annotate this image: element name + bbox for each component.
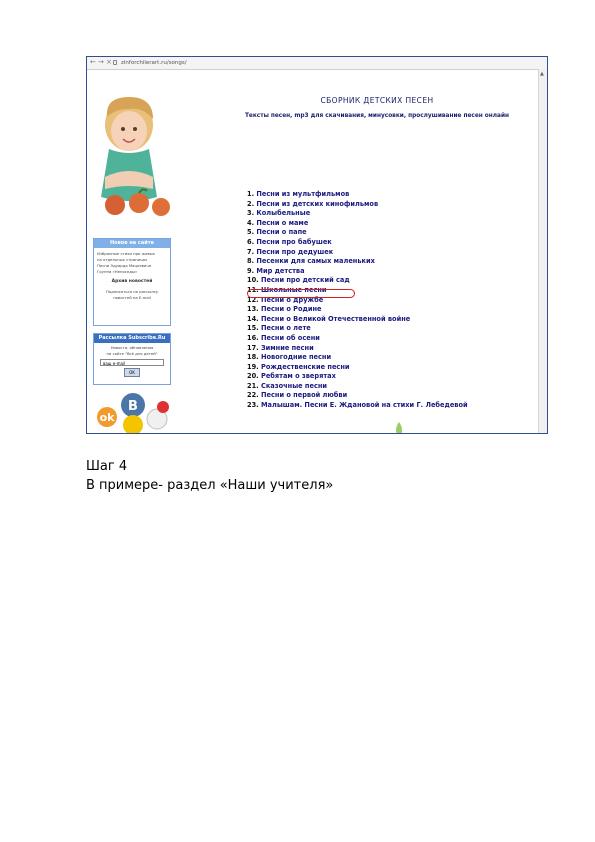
song-number: 17. bbox=[247, 343, 259, 352]
song-category-link[interactable]: Песни про дедушек bbox=[256, 247, 334, 256]
song-category-link[interactable]: Рождественские песни bbox=[260, 362, 350, 371]
song-number: 12. bbox=[247, 295, 259, 304]
song-number: 5. bbox=[247, 228, 255, 237]
song-category-item[interactable] bbox=[247, 248, 468, 258]
news-item[interactable]: Группа «Непоседы» bbox=[97, 269, 138, 274]
song-category-item[interactable] bbox=[247, 228, 468, 238]
song-category-link[interactable]: Песни о маме bbox=[256, 218, 309, 227]
subscribe-text[interactable]: Подписаться на рассылку bbox=[105, 289, 159, 294]
song-category-link[interactable]: Малышам. Песни Е. Ждановой на стихи Г. Лебедевой bbox=[260, 401, 468, 410]
newsletter-box bbox=[93, 333, 171, 385]
song-category-item[interactable] bbox=[247, 276, 468, 286]
newsletter-header: Рассылка Subscribe.Ru bbox=[94, 334, 170, 343]
svg-text:B: B bbox=[128, 399, 138, 414]
song-number: 16. bbox=[247, 333, 259, 342]
song-category-link[interactable]: Песни о лете bbox=[260, 324, 311, 333]
song-number: 2. bbox=[247, 199, 255, 208]
subscribe-text[interactable]: новостей на E-mail bbox=[113, 295, 151, 300]
song-category-item[interactable] bbox=[247, 334, 468, 344]
song-number: 15. bbox=[247, 324, 259, 333]
song-category-link[interactable]: Сказочные песни bbox=[260, 381, 328, 390]
social-buttons-image bbox=[93, 391, 171, 434]
song-categories-list bbox=[247, 190, 468, 411]
song-number: 14. bbox=[247, 314, 259, 323]
song-category-link[interactable]: Зимние песни bbox=[260, 343, 314, 352]
song-category-link[interactable]: Песенки для самых маленьких bbox=[256, 257, 375, 266]
email-field[interactable]: ваш e-mail bbox=[100, 359, 164, 366]
page-title: СБОРНИК ДЕТСКИХ ПЕСЕН bbox=[320, 96, 434, 105]
close-icon[interactable]: × bbox=[106, 58, 112, 66]
news-item[interactable]: на отдельных страницах bbox=[97, 257, 148, 262]
song-number: 23. bbox=[247, 401, 259, 410]
song-category-link[interactable]: Песни из детских кинофильмов bbox=[256, 199, 379, 208]
step-heading: Шаг 4 bbox=[86, 459, 128, 474]
song-category-item[interactable] bbox=[247, 267, 468, 277]
site-news-header: Новое на сайте bbox=[94, 239, 170, 248]
leaf-decoration-icon bbox=[393, 422, 405, 434]
song-category-link[interactable]: Песни про бабушек bbox=[256, 237, 332, 246]
song-number: 20. bbox=[247, 372, 259, 381]
song-number: 21. bbox=[247, 381, 259, 390]
girl-with-peaches-image bbox=[95, 87, 175, 247]
song-category-item[interactable] bbox=[247, 238, 468, 248]
url-field[interactable]: zinforchilerart.ru/songs/ bbox=[121, 60, 187, 66]
page-subtitle: Тексты песен, mp3 для скачивания, минусовки, прослушивание песен онлайн bbox=[244, 113, 510, 119]
song-category-item[interactable] bbox=[247, 363, 468, 373]
song-number: 7. bbox=[247, 247, 255, 256]
news-archive-link[interactable]: Архив новостей bbox=[111, 279, 153, 284]
song-number: 1. bbox=[247, 190, 255, 198]
song-category-item[interactable] bbox=[247, 219, 468, 229]
song-category-link[interactable]: Школьные песни bbox=[260, 285, 327, 294]
song-category-link[interactable]: Колыбельные bbox=[256, 209, 311, 218]
song-number: 9. bbox=[247, 266, 255, 275]
song-category-item[interactable] bbox=[247, 190, 468, 200]
song-number: 6. bbox=[247, 237, 255, 246]
browser-address-bar bbox=[87, 57, 547, 70]
song-category-item[interactable] bbox=[247, 209, 468, 219]
website-screenshot bbox=[86, 56, 548, 434]
song-category-item[interactable] bbox=[247, 305, 468, 315]
svg-text:ok: ok bbox=[99, 411, 115, 424]
song-category-item[interactable] bbox=[247, 324, 468, 334]
song-category-link[interactable]: Песни про детский сад bbox=[260, 276, 350, 285]
song-number: 11. bbox=[247, 285, 259, 294]
song-number: 19. bbox=[247, 362, 259, 371]
step-description: В примере- раздел «Наши учителя» bbox=[86, 478, 334, 493]
news-item[interactable]: Песни Эдуарда Мацкевича bbox=[97, 263, 151, 268]
song-category-link[interactable]: Мир детства bbox=[256, 266, 305, 275]
song-category-item[interactable] bbox=[247, 257, 468, 267]
news-item[interactable]: Избранные стихи про живых bbox=[97, 251, 155, 256]
song-category-item[interactable] bbox=[247, 372, 468, 382]
song-number: 4. bbox=[247, 218, 255, 227]
song-number: 8. bbox=[247, 257, 255, 266]
song-category-item[interactable] bbox=[247, 382, 468, 392]
song-category-item[interactable] bbox=[247, 391, 468, 401]
newsletter-text: Новости, обновления bbox=[110, 345, 154, 350]
song-category-item[interactable] bbox=[247, 401, 468, 411]
forward-arrow-icon[interactable]: → bbox=[98, 58, 104, 66]
song-category-item[interactable] bbox=[247, 344, 468, 354]
song-number: 18. bbox=[247, 353, 259, 362]
song-category-link[interactable]: Песни из мультфильмов bbox=[256, 190, 350, 198]
song-category-link[interactable]: Ребятам о зверятах bbox=[260, 372, 336, 381]
song-number: 10. bbox=[247, 276, 259, 285]
song-category-item[interactable] bbox=[247, 315, 468, 325]
song-number: 3. bbox=[247, 209, 255, 218]
highlight-oval bbox=[247, 289, 355, 298]
page-info-icon bbox=[113, 60, 117, 65]
song-category-link[interactable]: Песни о папе bbox=[256, 228, 307, 237]
scroll-up-icon[interactable]: ▲ bbox=[540, 71, 544, 77]
scrollbar[interactable] bbox=[538, 69, 547, 434]
song-category-link[interactable]: Песни о Великой Отечественной войне bbox=[260, 314, 411, 323]
song-number: 22. bbox=[247, 391, 259, 400]
newsletter-text: на сайте "Всё для детей" bbox=[106, 351, 158, 356]
song-number: 13. bbox=[247, 305, 259, 314]
song-category-link[interactable]: Песни о дружбе bbox=[260, 295, 324, 304]
song-category-link[interactable]: Песни о первой любви bbox=[260, 391, 348, 400]
song-category-link[interactable]: Песни о Родине bbox=[260, 305, 322, 314]
song-category-link[interactable]: Новогодние песни bbox=[260, 353, 332, 362]
back-arrow-icon[interactable]: ← bbox=[90, 58, 96, 66]
site-news-box bbox=[93, 238, 171, 326]
song-category-link[interactable]: Песни об осени bbox=[260, 333, 320, 342]
song-category-item[interactable] bbox=[247, 353, 468, 363]
song-category-item[interactable] bbox=[247, 200, 468, 210]
subscribe-button[interactable]: OK bbox=[124, 368, 140, 377]
